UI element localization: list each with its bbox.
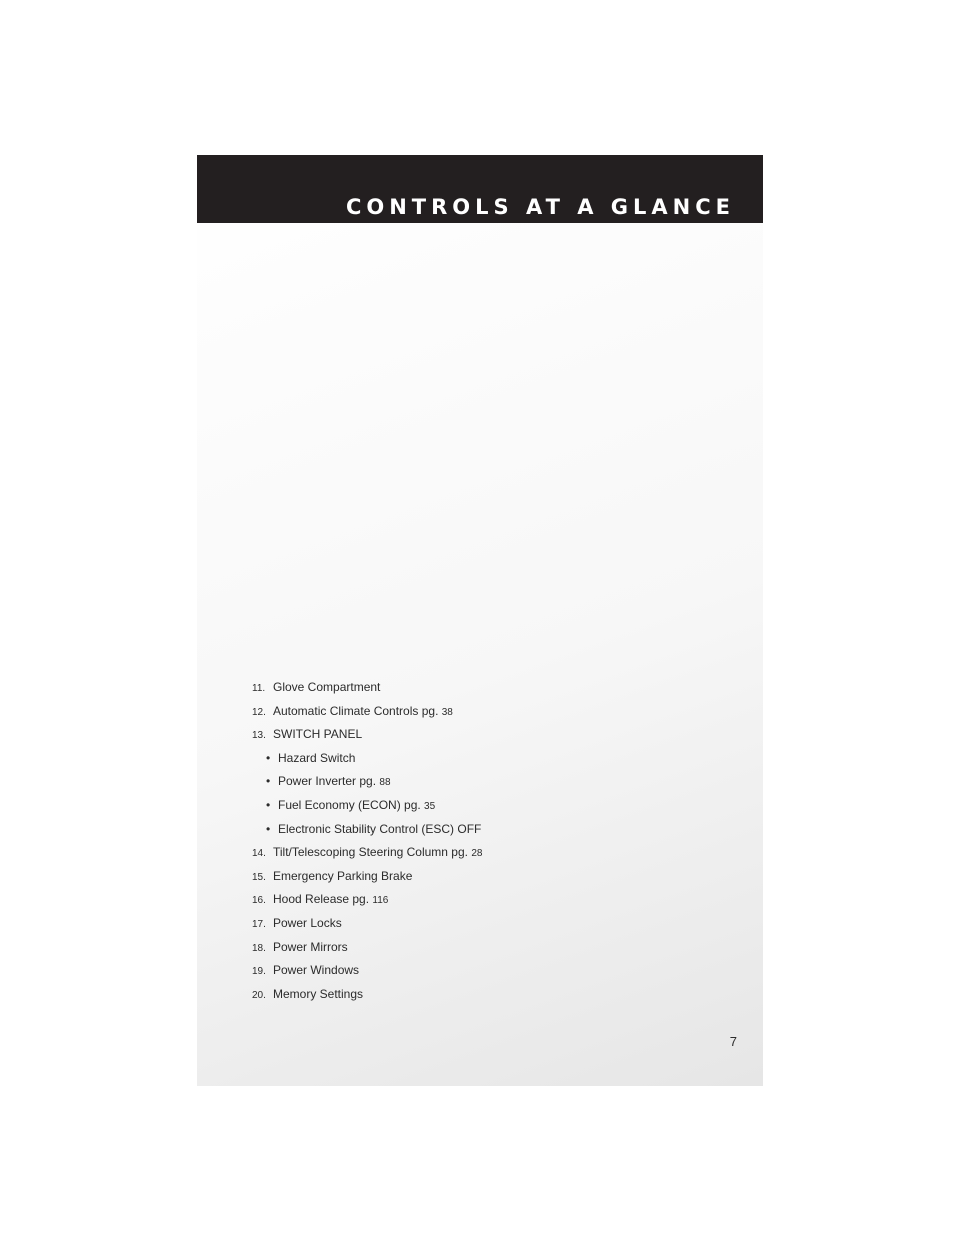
list-item [252, 987, 732, 1011]
item-number: 18. [252, 942, 266, 954]
list-item [252, 892, 732, 916]
item-label: Power Windows [273, 963, 360, 978]
item-number: 17. [252, 918, 266, 930]
item-number: 16. [252, 895, 266, 907]
item-number: 13. [252, 730, 266, 742]
bullet-icon: • [266, 774, 271, 789]
sub-list-item [252, 822, 732, 846]
sub-item-label: Hazard Switch [278, 750, 356, 765]
page-number: 7 [729, 1034, 737, 1049]
page-ref: 116 [372, 895, 389, 907]
list-item [252, 940, 732, 964]
page-ref: 35 [424, 800, 436, 812]
manual-page [197, 155, 763, 1086]
sub-item-label: Fuel Economy (ECON) pg. [278, 797, 425, 812]
item-number: 15. [252, 871, 266, 883]
page-ref: 38 [441, 706, 453, 718]
header-bar [197, 155, 763, 223]
item-label: Tilt/Telescoping Steering Column pg. [273, 845, 472, 860]
bullet-icon: • [266, 821, 271, 836]
sub-list-item [252, 798, 732, 822]
bullet-icon: • [266, 797, 271, 812]
list-item [252, 704, 732, 728]
list-item [252, 963, 732, 987]
list-item [252, 680, 732, 704]
item-number: 12. [252, 706, 266, 718]
item-number: 11. [252, 683, 266, 694]
item-label: Power Locks [273, 915, 342, 930]
list-item [252, 869, 732, 893]
item-label: Power Mirrors [273, 939, 348, 954]
item-label: Glove Compartment [273, 680, 381, 694]
sub-list-item [252, 751, 732, 775]
list-item [252, 845, 732, 869]
sub-item-label: Power Inverter pg. [278, 774, 380, 789]
bullet-icon: • [266, 750, 271, 765]
page-ref: 88 [379, 777, 391, 789]
page-ref: 28 [471, 848, 483, 860]
list-item [252, 727, 732, 751]
list-item [252, 916, 732, 940]
page-title: CONTROLS AT A GLANCE [345, 195, 735, 219]
sub-item-label: Electronic Stability Control (ESC) OFF [278, 821, 482, 836]
item-label: Emergency Parking Brake [273, 868, 413, 883]
controls-list [252, 680, 732, 1010]
item-number: 14. [252, 848, 266, 860]
sub-list-item [252, 774, 732, 798]
item-label: Automatic Climate Controls pg. [273, 703, 442, 718]
item-label: Hood Release pg. [273, 892, 373, 907]
item-number: 20. [252, 989, 266, 1001]
item-number: 19. [252, 966, 266, 978]
item-label: Memory Settings [273, 986, 364, 1001]
item-label: SWITCH PANEL [273, 727, 363, 742]
